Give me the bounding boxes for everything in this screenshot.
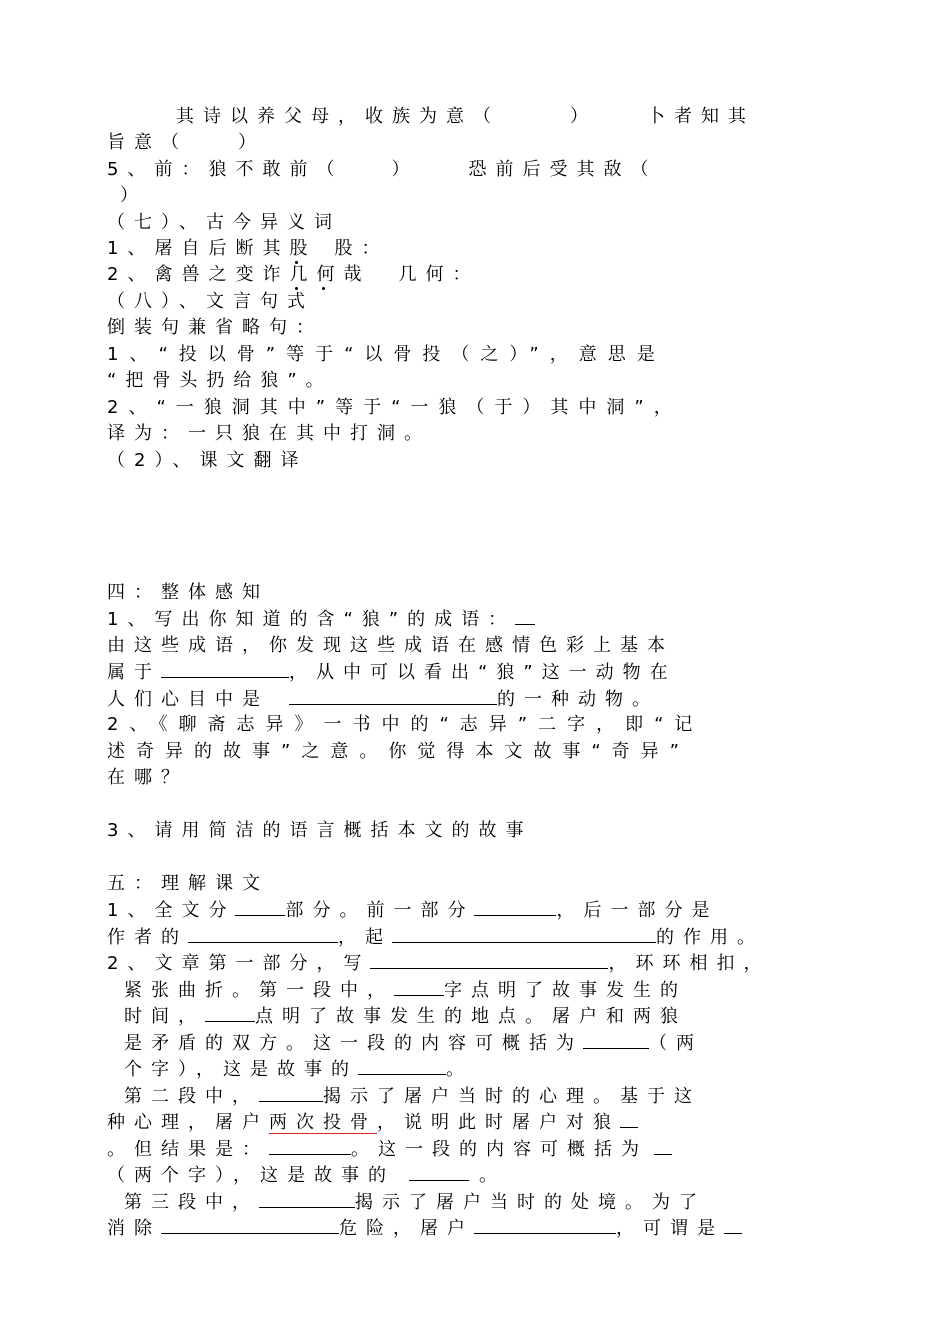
text-line: 2、“一狼洞其中”等于“一狼（于）其中洞”，	[107, 397, 682, 418]
text: 。这一段的内容可概括为	[351, 1139, 648, 1160]
text: ）	[391, 159, 419, 180]
blank[interactable]	[235, 897, 285, 916]
blank[interactable]	[161, 1215, 339, 1234]
red-underlined-text: 两次投骨	[269, 1112, 377, 1133]
text: 人们心目中是	[107, 689, 269, 710]
blank[interactable]	[620, 1109, 638, 1128]
blank[interactable]	[515, 606, 535, 625]
text: 恐前后受其敌（	[468, 159, 658, 180]
text-line	[107, 897, 718, 924]
text-line	[107, 236, 388, 262]
text: 揭示了屠户当时的心理。基于这	[323, 1086, 701, 1107]
text: ，可谓是	[616, 1218, 724, 1239]
text: 的作用。	[656, 927, 764, 948]
blank[interactable]	[289, 686, 497, 705]
text: 是矛盾的双方。这一段的内容可概括为	[124, 1033, 583, 1054]
text: ，说明此时屠户对狼	[377, 1112, 620, 1133]
text: 哉	[343, 264, 371, 285]
blank[interactable]	[269, 1136, 351, 1155]
text-line	[124, 1030, 703, 1057]
text-line	[124, 1083, 701, 1110]
text-line: 述奇异的故事”之意。你觉得本文故事“奇异”	[107, 741, 690, 762]
text: 1、全文分	[107, 900, 236, 921]
text: ，后一部分是	[556, 900, 719, 921]
dotted-word: 股	[289, 238, 317, 259]
text: 股：	[334, 238, 389, 259]
text-line	[107, 1109, 638, 1136]
text: 属于	[107, 662, 161, 683]
text-line	[107, 1136, 672, 1163]
text-line	[107, 130, 265, 156]
section-heading: 五：理解课文	[107, 873, 269, 894]
blank[interactable]	[259, 1189, 355, 1208]
text-line: 倒装句兼省略句：	[107, 317, 323, 338]
text-line	[107, 1162, 506, 1189]
text: 危险，屠户	[339, 1218, 474, 1239]
section-heading: （七）、古今异义词	[107, 212, 341, 233]
text-line: 2、《聊斋志异》一书中的“志异”二字，即“记	[107, 714, 704, 735]
text-line	[124, 1056, 473, 1083]
text: 时间，	[124, 1006, 205, 1027]
text: 紧张曲折。第一段中，	[124, 980, 394, 1001]
section-heading: （2）、课文翻译	[107, 450, 308, 471]
text: 1、写出你知道的含“狼”的成语：	[107, 609, 516, 630]
text: 。	[479, 1165, 506, 1186]
text: 作者的	[107, 927, 188, 948]
blank[interactable]	[724, 1215, 742, 1234]
text-line	[107, 606, 535, 633]
text: 的一种动物。	[497, 689, 659, 710]
blank[interactable]	[161, 659, 289, 678]
text: 消除	[107, 1218, 161, 1239]
text-line	[176, 104, 755, 130]
text-line	[107, 157, 657, 183]
blank[interactable]	[474, 897, 556, 916]
text: 卜者知其	[647, 106, 755, 127]
text-line: 3、请用简洁的语言概括本文的故事	[107, 820, 533, 841]
text: 1、屠自后断其	[107, 238, 290, 259]
text-line	[107, 924, 764, 951]
text: 其诗以养父母，收族为意（	[176, 106, 500, 127]
text: 。但结果是：	[107, 1139, 269, 1160]
text: （两个字），这是故事的	[107, 1165, 395, 1186]
text: ，环环相扣，	[608, 953, 771, 974]
text: 5、前：狼不敢前（	[107, 159, 344, 180]
text: ，起	[338, 927, 392, 948]
text-line	[107, 950, 770, 977]
text-line	[124, 1189, 706, 1216]
text-line	[107, 1215, 742, 1242]
text: 旨意（	[107, 132, 188, 153]
text: 部分。前一部分	[285, 900, 475, 921]
text: ）	[238, 132, 265, 153]
blank[interactable]	[409, 1162, 469, 1181]
text-line: 由这些成语，你发现这些成语在感情色彩上基本	[107, 635, 674, 656]
text: 第三段中，	[124, 1192, 259, 1213]
blank[interactable]	[370, 950, 608, 969]
text: 2、文章第一部分，写	[107, 953, 371, 974]
text-line	[124, 977, 687, 1004]
blank[interactable]	[583, 1030, 649, 1049]
blank[interactable]	[358, 1056, 446, 1075]
text: 2、禽兽之变诈	[107, 264, 290, 285]
dotted-word: 几	[289, 264, 317, 285]
blank[interactable]	[259, 1083, 323, 1102]
text: （两	[649, 1033, 703, 1054]
text-line	[124, 1003, 687, 1030]
section-heading: 四：整体感知	[107, 582, 269, 603]
text-line: “把骨头扔给狼”。	[107, 370, 333, 391]
section-heading: （八）、文言句式	[107, 291, 314, 312]
blank[interactable]	[205, 1003, 255, 1022]
text: ，从中可以看出“狼”这一动物在	[289, 662, 677, 683]
text: 。	[446, 1059, 473, 1080]
dotted-word: 何	[316, 264, 344, 285]
text: 几何：	[398, 264, 480, 285]
text-line	[107, 659, 677, 686]
text-line	[107, 686, 659, 713]
text: 点明了故事发生的地点。屠户和两狼	[255, 1006, 687, 1027]
text: 揭示了屠户当时的处境。为了	[355, 1192, 706, 1213]
text: ）	[570, 106, 597, 127]
text-line: ）	[120, 185, 147, 206]
blank[interactable]	[394, 977, 444, 996]
text-line: 1、“投以骨”等于“以骨投（之）”，意思是	[107, 344, 666, 365]
text: 第二段中，	[124, 1086, 259, 1107]
text-line: 译为：一只狼在其中打洞。	[107, 423, 431, 444]
blank[interactable]	[188, 924, 338, 943]
text: 字点明了故事发生的	[444, 980, 687, 1001]
blank[interactable]	[654, 1136, 672, 1155]
text-line	[107, 262, 479, 288]
text-line: 在哪？	[107, 767, 188, 788]
text: 个字），这是故事的	[124, 1059, 358, 1080]
text: 种心理，屠户	[107, 1112, 269, 1133]
blank[interactable]	[392, 924, 656, 943]
blank[interactable]	[474, 1215, 616, 1234]
